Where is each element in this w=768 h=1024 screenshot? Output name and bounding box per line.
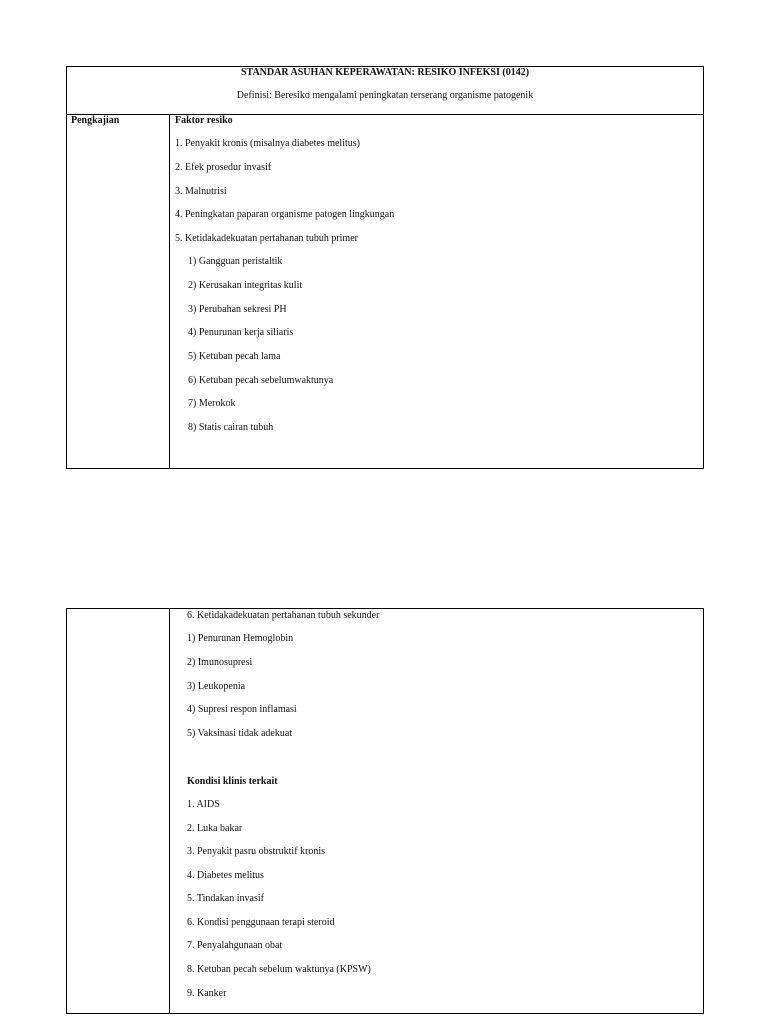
clinical-condition-item: 7. Penyalahgunaan obat (187, 940, 283, 951)
risk-factor-item: 5. Ketidakadekuatan pertahanan tubuh primer (175, 233, 358, 244)
primary-defense-item: 1) Gangguan peristaltik (188, 256, 283, 267)
clinical-conditions-heading: Kondisi klinis terkait (187, 776, 278, 787)
clinical-condition-item: 1. AIDS (187, 799, 220, 810)
risk-factor-item: 3. Malnutrisi (175, 186, 227, 197)
primary-defense-item: 3) Perubahan sekresi PH (188, 304, 287, 315)
clinical-condition-item: 6. Kondisi penggunaan terapi steroid (187, 917, 335, 928)
risk-factor-item: 2. Efek prosedur invasif (175, 162, 272, 173)
assessment-table-part-2 (66, 608, 704, 1014)
column-divider (169, 609, 170, 1013)
secondary-defense-heading: 6. Ketidakadekuatan pertahanan tubuh sekunder (187, 610, 380, 621)
clinical-condition-item: 3. Penyakit pasru obstruktif kronis (187, 846, 326, 857)
primary-defense-item: 8) Statis cairan tubuh (188, 422, 274, 433)
primary-defense-item: 2) Kerusakan integritas kulit (188, 280, 303, 291)
primary-defense-item: 6) Ketuban pecah sebelumwaktunya (188, 375, 334, 386)
risk-factor-item: 4. Peningkatan paparan organisme patogen lingkungan (175, 209, 395, 220)
primary-defense-item: 7) Merokok (188, 398, 236, 409)
secondary-defense-item: 4) Supresi respon inflamasi (187, 704, 297, 715)
primary-defense-item: 4) Penurunan kerja siliaris (188, 327, 294, 338)
assessment-table-part-1 (66, 66, 704, 469)
risk-factor-item: 1. Penyakit kronis (misalnya diabetes melitus) (175, 138, 360, 149)
risk-factors-heading: Faktor resiko (175, 115, 233, 126)
clinical-condition-item: 9. Kanker (187, 988, 227, 999)
secondary-defense-item: 3) Leukopenia (187, 681, 246, 692)
document-title: STANDAR ASUHAN KEPERAWATAN: RESIKO INFEKSI (0142) (240, 67, 530, 78)
column-divider (169, 114, 170, 468)
primary-defense-item: 5) Ketuban pecah lama (188, 351, 281, 362)
clinical-condition-item: 8. Ketuban pecah sebelum waktunya (KPSW) (187, 964, 371, 975)
secondary-defense-item: 2) Imunosupresi (187, 657, 253, 668)
clinical-condition-item: 4. Diabetes melitus (187, 870, 264, 881)
secondary-defense-item: 5) Vaksinasi tidak adekuat (187, 728, 293, 739)
header-divider (67, 114, 703, 115)
section-label-pengkajian: Pengkajian (71, 115, 120, 126)
clinical-condition-item: 2. Luka bakar (187, 823, 243, 834)
secondary-defense-item: 1) Penurunan Hemoglobin (187, 633, 294, 644)
clinical-condition-item: 5. Tindakan invasif (187, 893, 264, 904)
definition-text: Definisi: Beresiko mengalami peningkatan terserang organisme patogenik (236, 90, 534, 101)
